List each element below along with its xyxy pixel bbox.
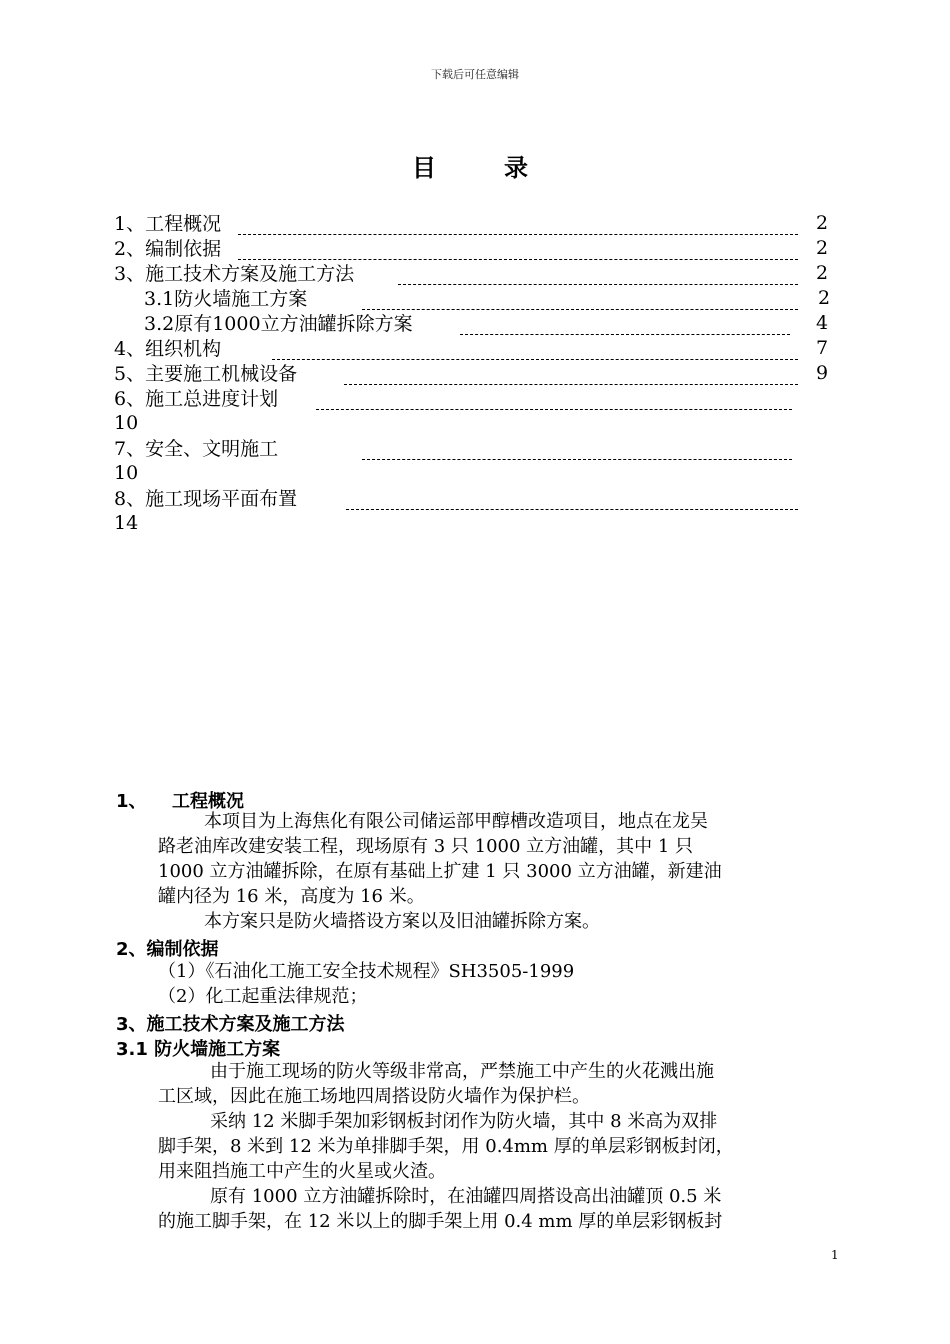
body-line: 工区域，因此在施工场地四周搭设防火墙作为保护栏。	[158, 1086, 590, 1107]
toc-leader	[238, 259, 798, 260]
section-3-title: 3、施工技术方案及施工方法	[116, 1014, 345, 1035]
body-line: 由于施工现场的防火等级非常高，严禁施工中产生的火花溅出施	[210, 1061, 714, 1082]
toc-item-7-page: 10	[114, 462, 139, 484]
toc-item-3-label: 3、施工技术方案及施工方法	[114, 263, 355, 285]
toc-title-char-2: 录	[504, 153, 528, 182]
toc-item-3-1-label: 3.1防火墙施工方案	[144, 288, 308, 310]
toc-item-6-label: 6、施工总进度计划	[114, 388, 279, 410]
body-line: 的施工脚手架，在 12 米以上的脚手架上用 0.4 mm 厚的单层彩钢板封	[158, 1211, 723, 1232]
toc-item-3-2-label: 3.2原有1000立方油罐拆除方案	[144, 313, 413, 335]
toc-item-4-page: 7	[816, 337, 829, 359]
page-header: 下载后可任意编辑	[431, 68, 519, 81]
body-line: 本方案只是防火墙搭设方案以及旧油罐拆除方案。	[204, 911, 600, 932]
body-line: 用来阻挡施工中产生的火星或火渣。	[158, 1161, 446, 1182]
body-line: 采纳 12 米脚手架加彩钢板封闭作为防火墙，其中 8 米高为双排	[210, 1111, 718, 1132]
toc-leader	[460, 334, 790, 335]
list-item: （1）《石油化工施工安全技术规程》SH3505-1999	[158, 961, 575, 982]
toc-leader	[362, 309, 798, 310]
toc-item-1-page: 2	[816, 212, 829, 234]
section-2-title: 2、编制依据	[116, 939, 219, 960]
toc-item-4-label: 4、组织机构	[114, 338, 222, 360]
toc-title	[412, 148, 528, 183]
toc-item-6-page: 10	[114, 412, 139, 434]
toc-item-3-1-page: 2	[818, 287, 831, 309]
toc-leader	[238, 234, 798, 235]
body-line: 原有 1000 立方油罐拆除时，在油罐四周搭设高出油罐顶 0.5 米	[210, 1186, 722, 1207]
body-line: 罐内径为 16 米，高度为 16 米。	[158, 886, 425, 907]
toc-leader	[398, 284, 798, 285]
toc-item-3-2-page: 4	[816, 312, 829, 334]
toc-leader	[362, 459, 792, 460]
body-line: 本项目为上海焦化有限公司储运部甲醇槽改造项目，地点在龙吴	[204, 811, 708, 832]
toc-item-8-label: 8、施工现场平面布置	[114, 488, 298, 510]
body-line: 1000 立方油罐拆除，在原有基础上扩建 1 只 3000 立方油罐，新建油	[158, 861, 722, 882]
toc-item-5-label: 5、主要施工机械设备	[114, 363, 298, 385]
toc-leader	[316, 409, 792, 410]
toc-item-3-page: 2	[816, 262, 829, 284]
list-item: （2）化工起重法律规范；	[158, 986, 368, 1007]
toc-item-5-page: 9	[816, 362, 829, 384]
section-1-number: 1、	[116, 791, 147, 812]
toc-item-2-label: 2、编制依据	[114, 238, 222, 260]
section-3-1-title: 3.1 防火墙施工方案	[116, 1039, 281, 1060]
toc-title-char-1: 目	[412, 153, 436, 182]
toc-item-2-page: 2	[816, 237, 829, 259]
body-line: 路老油库改建安装工程，现场原有 3 只 1000 立方油罐，其中 1 只	[158, 836, 694, 857]
page-number: 1	[831, 1248, 839, 1262]
toc-leader	[346, 509, 798, 510]
toc-leader	[344, 384, 798, 385]
toc-item-1-label: 1、工程概况	[114, 213, 222, 235]
toc-leader	[272, 359, 798, 360]
toc-item-8-page: 14	[114, 512, 139, 534]
toc-item-7-label: 7、安全、文明施工	[114, 438, 279, 460]
body-line: 脚手架，8 米到 12 米为单排脚手架，用 0.4mm 厚的单层彩钢板封闭，	[158, 1136, 734, 1157]
section-1-title: 工程概况	[172, 791, 244, 812]
